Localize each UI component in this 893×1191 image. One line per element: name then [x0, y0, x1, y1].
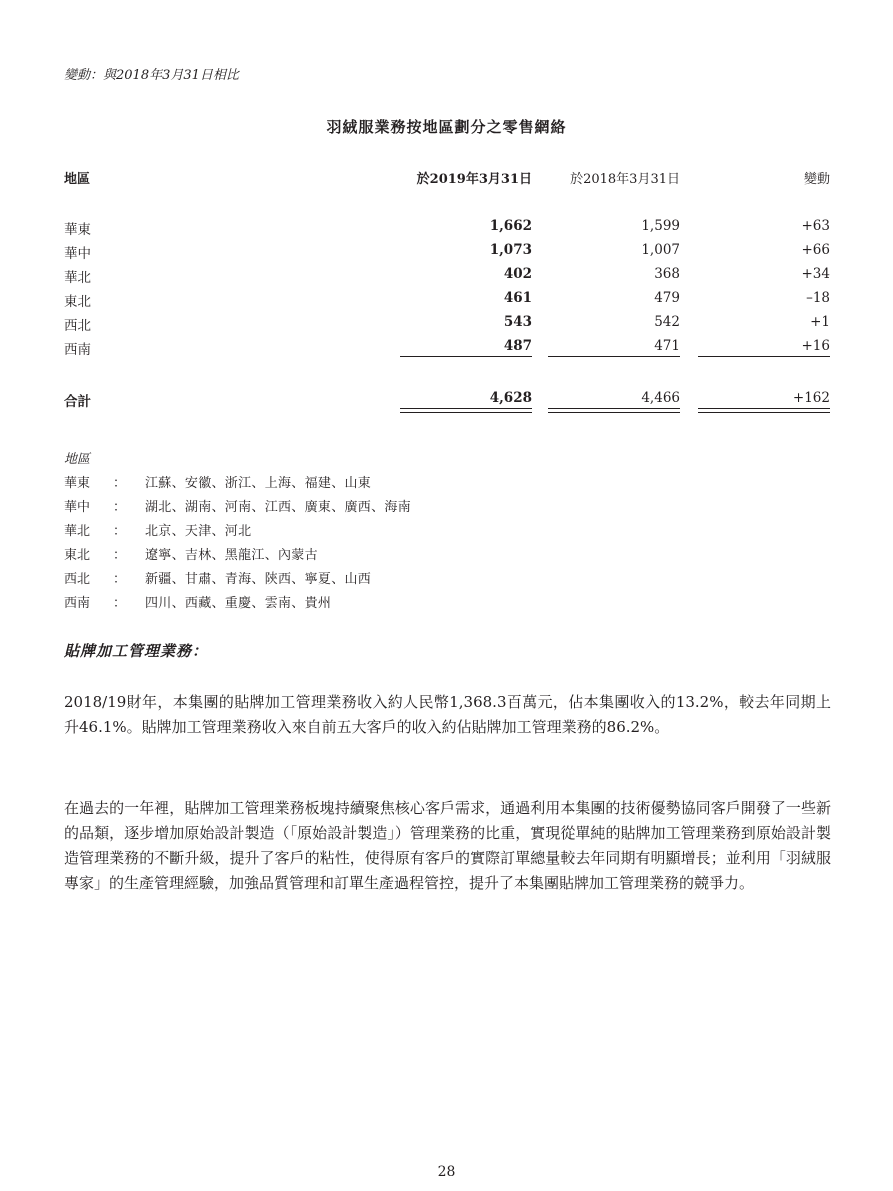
total-label: 合計	[64, 394, 91, 410]
row-change: +16	[801, 338, 830, 354]
row-value-2019: 487	[503, 338, 532, 354]
paragraph-text: 在過去的一年裡，貼牌加工管理業務板塊持續聚焦核心客戶需求，通過利用本集團的技術優勢協同客戶開發了一些新的品類，逐步增加原始設計製造（「原始設計製造」）管理業務的比重，實現從單純的貼牌加工管理業務到原始設計製造管理業務的不斷升級，提升了客戶的粘性，使得原有客戶的實際訂單總量較去年同期有明顯增長；並利用「羽絨服專家」的生產管理經驗，加強品質管理和訂單生產過程管控，提升了本集團貼牌加工管理業務的競爭力。	[64, 799, 831, 892]
subtotal-rule-2018	[548, 356, 680, 357]
total-change: +162	[792, 390, 830, 406]
table-row	[0, 242, 893, 266]
legend-region: 華東	[64, 476, 91, 491]
header-change: 變動	[803, 172, 830, 187]
table-row	[0, 266, 893, 290]
row-region: 西北	[64, 318, 91, 334]
table-title: 羽絨服業務按地區劃分之零售網絡	[326, 118, 567, 136]
paragraph-oem-review	[64, 796, 831, 896]
subtotal-rule-change	[698, 356, 830, 357]
row-value-2019: 1,662	[489, 218, 532, 234]
legend-provinces: 江蘇、安徽、浙江、上海、福建、山東	[145, 476, 372, 491]
header-2018: 於2018年3月31日	[570, 172, 680, 187]
legend-provinces: 新疆、甘肅、青海、陝西、寧夏、山西	[145, 572, 372, 587]
legend-item	[0, 520, 893, 544]
legend-provinces: 遼寧、吉林、黑龍江、內蒙古	[145, 548, 318, 563]
legend-provinces: 北京、天津、河北	[145, 524, 252, 539]
row-value-2019: 461	[503, 290, 532, 306]
legend-item	[0, 472, 893, 496]
legend-colon: ：	[113, 500, 127, 515]
legend-colon: ：	[113, 548, 127, 563]
legend-region: 西北	[64, 572, 91, 587]
row-value-2019: 1,073	[489, 242, 532, 258]
legend-item	[0, 544, 893, 568]
row-value-2019: 402	[503, 266, 532, 282]
row-value-2019: 543	[503, 314, 532, 330]
table-row	[0, 290, 893, 314]
row-value-2018: 542	[654, 314, 680, 330]
page-number: 28	[437, 1164, 456, 1180]
row-region: 華東	[64, 222, 91, 238]
row-value-2018: 368	[654, 266, 680, 282]
legend-provinces: 湖北、湖南、河南、江西、廣東、廣西、海南	[145, 500, 412, 515]
row-value-2018: 471	[654, 338, 680, 354]
total-double-rule-2019	[400, 408, 532, 413]
row-value-2018: 1,007	[641, 242, 680, 258]
table-row	[0, 218, 893, 242]
subtotal-rule-2019	[400, 356, 532, 357]
legend-colon: ：	[113, 572, 127, 587]
legend-colon: ：	[113, 476, 127, 491]
legend-title: 地區	[64, 452, 91, 467]
legend-item	[0, 592, 893, 616]
total-double-rule-change	[698, 408, 830, 413]
legend-item	[0, 496, 893, 520]
row-value-2018: 479	[654, 290, 680, 306]
row-value-2018: 1,599	[641, 218, 680, 234]
legend-region: 華北	[64, 524, 91, 539]
row-change: –18	[806, 290, 830, 306]
change-note: 變動：與2018年3月31日相比	[64, 68, 239, 83]
row-region: 東北	[64, 294, 91, 310]
total-double-rule-2018	[548, 408, 680, 413]
header-2019: 於2019年3月31日	[416, 172, 532, 187]
table-row	[0, 314, 893, 338]
row-region: 華北	[64, 270, 91, 286]
row-region: 西南	[64, 342, 91, 358]
legend-region: 東北	[64, 548, 91, 563]
legend-region: 華中	[64, 500, 91, 515]
total-value-2019: 4,628	[489, 390, 532, 406]
table-row	[0, 338, 893, 362]
legend-item	[0, 568, 893, 592]
row-change: +63	[801, 218, 830, 234]
legend-provinces: 四川、西藏、重慶、雲南、貴州	[145, 596, 332, 611]
row-change: +66	[801, 242, 830, 258]
legend-colon: ：	[113, 596, 127, 611]
legend-colon: ：	[113, 524, 127, 539]
row-region: 華中	[64, 246, 91, 262]
paragraph-text: 2018/19財年，本集團的貼牌加工管理業務收入約人民幣1,368.3百萬元，佔本集團收入的13.2%，較去年同期上升46.1%。貼牌加工管理業務收入來自前五大客戶的收入約佔貼牌加工管理業務的86.2%。	[64, 693, 831, 736]
section-title: 貼牌加工管理業務：	[64, 642, 209, 660]
row-change: +34	[801, 266, 830, 282]
paragraph-oem-revenue	[64, 690, 831, 740]
row-change: +1	[810, 314, 830, 330]
legend-region: 西南	[64, 596, 91, 611]
header-region: 地區	[64, 172, 91, 187]
total-value-2018: 4,466	[641, 390, 680, 406]
